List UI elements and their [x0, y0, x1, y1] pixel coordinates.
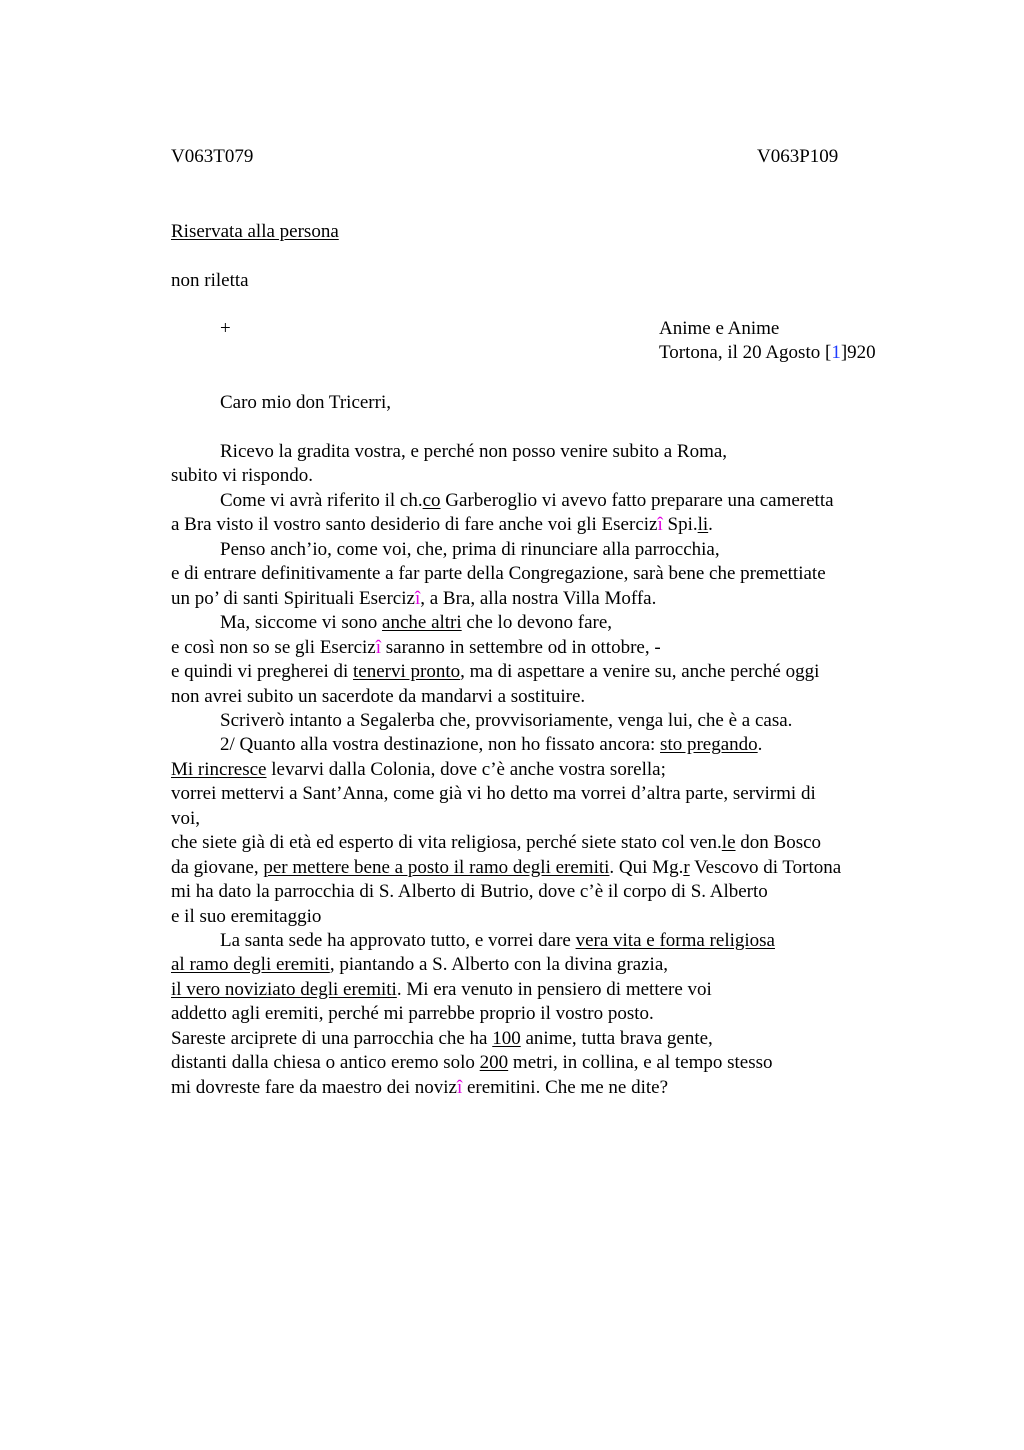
letter-line: [171, 759, 666, 781]
letter-line: [220, 734, 762, 756]
line-text: levarvi dalla Colonia, dove c’è anche vostra sorella;: [266, 758, 666, 780]
letter-line: [171, 514, 713, 536]
editorial-mark: î: [657, 514, 663, 536]
place-date-prefix: Tortona, il 20 Agosto [: [659, 342, 832, 363]
letter-line: [171, 832, 821, 854]
line-text: Penso anch’io, come voi, che, prima di rinunciare alla parrocchia,: [220, 538, 720, 560]
motto: Anime e Anime: [659, 318, 780, 339]
underlined-text: tenervi pronto: [353, 661, 461, 683]
line-text: anime, tutta brava gente,: [520, 1027, 713, 1049]
letter-line: [171, 1003, 654, 1025]
line-text: vorrei mettervi a Sant’Anna, come già vi ho detto ma vorrei d’altra parte, servirmi di: [171, 783, 816, 805]
line-text: voi,: [171, 807, 201, 829]
underlined-text: le: [721, 832, 736, 854]
line-text: e il suo eremitaggio: [171, 905, 322, 927]
underlined-text: Mi rincresce: [171, 758, 267, 780]
letter-line: [171, 906, 321, 928]
underlined-text: li: [697, 514, 709, 536]
line-text: distanti dalla chiesa o antico eremo solo: [171, 1052, 480, 1074]
underlined-text: al ramo degli eremiti: [171, 954, 330, 976]
underlined-text: vera vita e forma religiosa: [575, 930, 775, 951]
underlined-text: anche altri: [382, 612, 462, 634]
line-text: Scriverò intanto a Segalerba che, provvisoriamente, venga lui, che è a casa.: [220, 709, 793, 731]
letter-line: [171, 588, 656, 610]
place-date: [659, 342, 876, 364]
line-text: da giovane,: [171, 856, 264, 878]
underlined-text: sto pregando: [660, 734, 758, 756]
line-text: non avrei subito un sacerdote da mandarvi a sostituire.: [171, 685, 586, 707]
letter-line: [171, 686, 585, 708]
line-text: Come vi avrà riferito il ch.: [220, 489, 423, 511]
line-text: mi ha dato la parrocchia di S. Alberto di Butrio, dove c’è il corpo di S. Alberto: [171, 881, 768, 903]
underlined-text: 200: [479, 1052, 509, 1074]
letter-line: [171, 881, 768, 903]
line-text: , ma di aspettare a venire su, anche perché oggi: [460, 661, 820, 683]
letter-line: [171, 857, 841, 879]
editorial-mark: î: [456, 1076, 463, 1098]
line-text: un po’ di santi Spirituali Eserciz: [171, 587, 415, 609]
line-text: don Bosco: [735, 832, 822, 854]
line-text: che siete già di età ed esperto di vita religiosa, perché siete stato col ven.: [171, 832, 722, 854]
unread-note: non riletta: [171, 270, 249, 291]
line-text: .: [708, 514, 713, 536]
line-text: Sareste arciprete di una parrocchia che ha: [171, 1027, 493, 1049]
line-text: . Qui Mg.: [609, 856, 684, 878]
line-text: Vescovo di Tortona: [689, 856, 842, 878]
letter-line: [171, 1052, 773, 1074]
editorial-mark: î: [414, 587, 421, 609]
underlined-text: il vero noviziato degli eremiti: [171, 978, 397, 1000]
reserved-note: [171, 221, 339, 243]
letter-line: [171, 661, 819, 683]
underlined-text: per mettere bene a posto il ramo degli eremiti: [263, 856, 610, 878]
line-text: Ricevo la gradita vostra, e perché non posso venire subito a Roma,: [220, 441, 728, 462]
line-text: metri, in collina, e al tempo stesso: [508, 1052, 773, 1074]
letter-line: [220, 539, 720, 561]
line-text: Ma, siccome vi sono: [220, 612, 383, 634]
letter-line: [171, 1028, 713, 1050]
document-code-left: V063T079: [171, 146, 254, 167]
line-text: 2/ Quanto alla vostra destinazione, non ho fissato ancora:: [220, 734, 661, 756]
line-text: a Bra visto il vostro santo desiderio di fare anche voi gli Eserciz: [171, 514, 658, 536]
line-text: e così non so se gli Eserciz: [171, 636, 376, 658]
letter-line: [171, 783, 816, 805]
line-text: che lo devono fare,: [461, 612, 613, 634]
editorial-mark: î: [375, 636, 382, 658]
line-text: mi dovreste fare da maestro dei noviz: [171, 1076, 457, 1098]
underlined-text: 100: [492, 1027, 521, 1049]
letter-line: [220, 490, 834, 512]
letter-line: [171, 954, 668, 976]
place-date-suffix: ]920: [840, 342, 876, 363]
letter-line: [171, 808, 200, 830]
salutation: Caro mio don Tricerri,: [220, 392, 391, 413]
letter-line: [171, 563, 826, 585]
line-text: e quindi vi pregherei di: [171, 661, 354, 683]
letter-line: [220, 441, 727, 463]
line-text: eremitini. Che me ne dite?: [462, 1076, 668, 1098]
document-code-right: V063P109: [757, 146, 839, 167]
line-text: .: [757, 734, 763, 756]
line-text: La santa sede ha approvato tutto, e vorrei dare: [220, 930, 576, 951]
letter-line: [220, 710, 792, 732]
line-text: , piantando a S. Alberto con la divina grazia,: [329, 954, 669, 976]
reserved-text: Riservata alla persona: [171, 221, 339, 242]
letter-line: [171, 979, 712, 1001]
letter-line: [220, 612, 612, 634]
letter-line: [220, 930, 775, 952]
line-text: Garberoglio vi avevo fatto preparare una cameretta: [440, 489, 834, 511]
line-text: e di entrare definitivamente a far parte della Congregazione, sarà bene che premettiate: [171, 563, 826, 585]
underlined-text: co: [422, 489, 441, 511]
line-text: . Mi era venuto in pensiero di mettere voi: [396, 978, 712, 1000]
line-text: , a Bra, alla nostra Villa Moffa.: [420, 587, 657, 609]
line-text: Spi.: [662, 514, 698, 536]
line-text: saranno in settembre od in ottobre, -: [381, 636, 661, 658]
line-text: subito vi rispondo.: [171, 465, 313, 487]
letter-line: [171, 1077, 668, 1099]
underlined-text: r: [683, 856, 690, 878]
place-date-digit: 1: [831, 342, 841, 363]
line-text: addetto agli eremiti, perché mi parrebbe proprio il vostro posto.: [171, 1003, 654, 1025]
letter-line: [171, 465, 313, 487]
cross-mark: +: [220, 318, 231, 339]
letter-line: [171, 637, 661, 659]
